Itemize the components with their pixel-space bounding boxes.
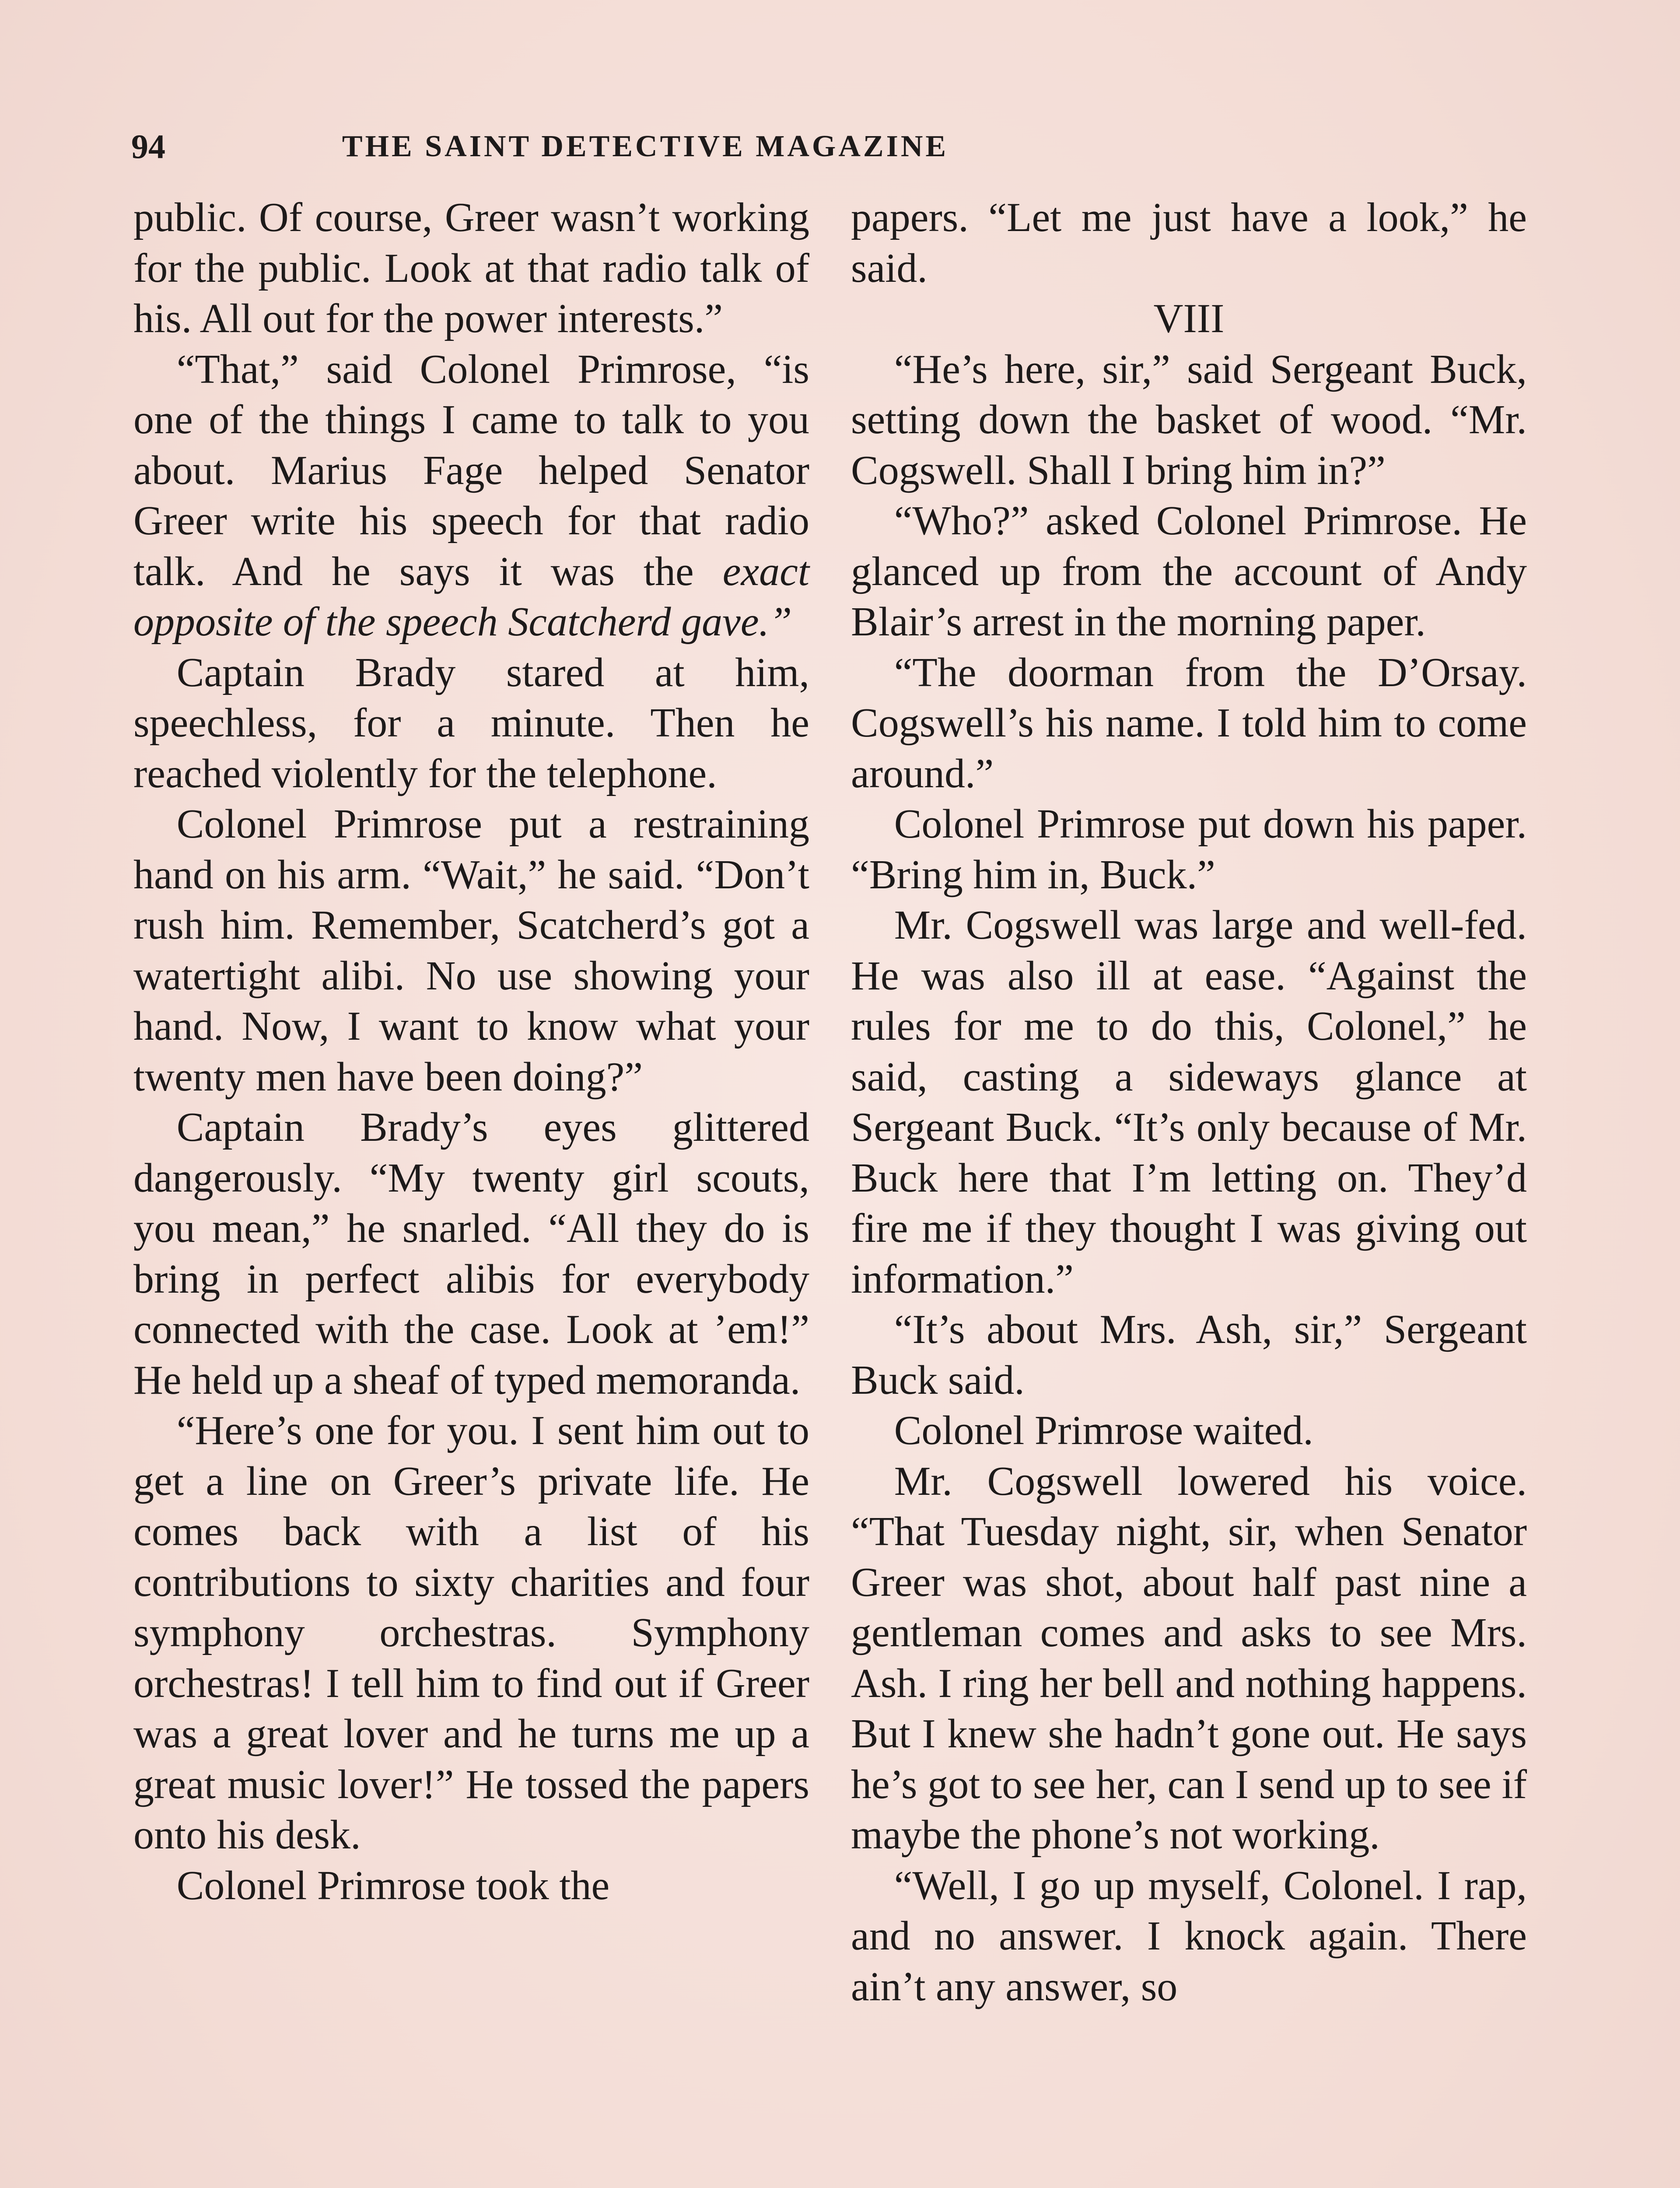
paragraph: public. Of course, Greer wasn’t working for the public. Look at that radio talk of his. All out for the power interests.” [133, 195, 809, 341]
paragraph: Captain Brady stared at him, speechless, for a minute. Then he reached violently for the telephone. [133, 649, 809, 796]
italic-phrase: exact opposite of the speech Scatcherd gave.” [133, 548, 809, 645]
running-head: THE SAINT DETECTIVE MAGAZINE [342, 130, 949, 163]
paragraph: Captain Brady’s eyes glittered dangerously. “My twenty girl scouts, you mean,” he snarled. “All they do is bring in perfect alibis for everybody connected with the case. Look at ’em!” He held up a sheaf of typed memoranda. [133, 1105, 809, 1403]
paragraph: Colonel Primrose took the [176, 1862, 610, 1908]
paragraph: “Well, I go up myself, Colonel. I rap, and no answer. I knock again. There ain’t any answer, so [851, 1862, 1527, 2009]
paragraph: Colonel Primrose waited. [894, 1408, 1313, 1453]
left-column [133, 193, 809, 1911]
paragraph: Colonel Primrose put down his paper. “Bring him in, Buck.” [851, 801, 1527, 898]
paragraph: “It’s about Mrs. Ash, sir,” Sergeant Buck said. [851, 1307, 1527, 1403]
right-column [851, 193, 1527, 2012]
page-number: 94 [131, 127, 165, 165]
paragraph: “Who?” asked Colonel Primrose. He glanced up from the account of Andy Blair’s arrest in the morning paper. [851, 498, 1527, 645]
paragraph: Mr. Cogswell lowered his voice. “That Tuesday night, sir, when Senator Greer was shot, about half past nine a gentleman comes and asks to see Mrs. Ash. I ring her bell and nothing happens. But I knew she hadn’t gone out. He says he’s got to see her, can I send up to see if maybe the phone’s not working. [851, 1458, 1527, 1858]
paragraph [133, 344, 809, 648]
paragraph: Colonel Primrose put a restraining hand on his arm. “Wait,” he said. “Don’t rush him. Remember, Scatcherd’s got a watertight alibi. No use showing your hand. Now, I want to know what your twenty men have been doing?” [133, 801, 809, 1100]
paragraph: papers. “Let me just have a look,” he said. [851, 195, 1527, 291]
paragraph: “The doorman from the D’Orsay. Cogswell’s his name. I told him to come around.” [851, 649, 1527, 796]
paragraph: Mr. Cogswell was large and well-fed. He was also ill at ease. “Against the rules for me to do this, Colonel,” he said, casting a sideways glance at Sergeant Buck. “It’s only because of Mr. Buck here that I’m letting on. They’d fire me if they thought I was giving out information.” [851, 902, 1527, 1302]
paragraph: “Here’s one for you. I sent him out to get a line on Greer’s private life. He comes back with a list of his contributions to sixty charities and four symphony orchestras. Symphony orchestras! I tell him to find out if Greer was a great lover and he turns me up a great music lover!” He tossed the papers onto his desk. [133, 1408, 809, 1858]
page-header [131, 127, 1159, 175]
paragraph-text: “That,” said Colonel Primrose, “is one of the things I came to talk to you about. Marius Fage helped Senator Greer write his speech for that radio talk. And he says it was the [133, 346, 809, 594]
section-heading: VIII [1153, 296, 1225, 341]
paragraph: “He’s here, sir,” said Sergeant Buck, setting down the basket of wood. “Mr. Cogswell. Shall I bring him in?” [851, 346, 1527, 493]
